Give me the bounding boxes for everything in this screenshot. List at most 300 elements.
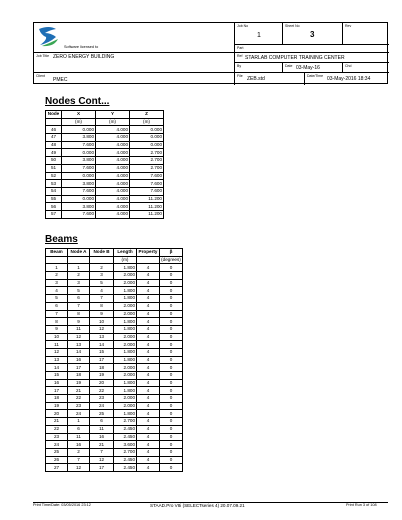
- nodes-cell: 2.700: [130, 164, 164, 172]
- part-label: Part: [237, 46, 244, 50]
- beams-cell: 19: [68, 379, 90, 387]
- beams-cell: 19: [90, 372, 114, 380]
- beams-unit-cell: [137, 256, 160, 264]
- nodes-unit-cell: (m): [130, 118, 164, 126]
- beams-unit-cell: (degrees): [161, 257, 181, 263]
- nodes-cell: 4.000: [96, 203, 130, 211]
- nodes-cell: 7.600: [62, 164, 96, 172]
- table-row: [46, 402, 183, 410]
- beams-cell: 12: [46, 348, 68, 356]
- date-value: 03-May-16: [296, 65, 320, 71]
- job-no-cell: [235, 23, 283, 45]
- beams-cell: 4: [137, 302, 160, 310]
- nodes-cell: 49: [46, 149, 62, 157]
- beams-cell: 1: [68, 418, 90, 426]
- beams-col-header: β: [160, 249, 183, 257]
- nodes-cell: 4.000: [96, 195, 130, 203]
- beams-cell: 2.000: [114, 279, 137, 287]
- beams-cell: 0: [160, 433, 183, 441]
- beams-cell: 3: [68, 279, 90, 287]
- beams-cell: 8: [68, 310, 90, 318]
- nodes-cell: 4.000: [96, 126, 130, 134]
- beams-cell: 17: [46, 387, 68, 395]
- chd-label: Chd: [345, 64, 352, 68]
- beams-cell: 24: [68, 410, 90, 418]
- nodes-unit-cell: [46, 118, 62, 126]
- beams-cell: 4: [137, 448, 160, 456]
- nodes-col-header: X: [62, 111, 96, 119]
- beams-cell: 4: [137, 318, 160, 326]
- client-cell: [34, 73, 235, 85]
- beams-cell: 1: [46, 264, 68, 272]
- nodes-cell: 3.800: [62, 180, 96, 188]
- table-row: [46, 333, 183, 341]
- beams-cell: 12: [68, 333, 90, 341]
- nodes-cell: 2.700: [130, 149, 164, 157]
- beams-cell: 10: [46, 333, 68, 341]
- beams-cell: 17: [68, 364, 90, 372]
- beams-cell: 2.000: [114, 272, 137, 280]
- ref-value: STARLAB COMPUTER TRAINING CENTER: [245, 55, 345, 61]
- table-row: [46, 149, 164, 157]
- beams-cell: 4: [137, 441, 160, 449]
- nodes-cell: 3.800: [62, 134, 96, 142]
- beams-cell: 2.000: [114, 402, 137, 410]
- beams-cell: 0: [160, 295, 183, 303]
- beams-cell: 2.000: [114, 372, 137, 380]
- table-row: [46, 387, 183, 395]
- table-row: [46, 287, 183, 295]
- table-row: [46, 164, 164, 172]
- beams-cell: 0: [160, 356, 183, 364]
- nodes-cell: 0.000: [130, 126, 164, 134]
- nodes-cell: 57: [46, 210, 62, 218]
- beams-cell: 7: [90, 448, 114, 456]
- rev-cell: [343, 23, 389, 45]
- table-row: [46, 348, 183, 356]
- client-label: Client: [36, 74, 45, 78]
- beams-cell: 4: [137, 295, 160, 303]
- nodes-col-header: Node: [46, 111, 62, 119]
- file-value: ZEB.std: [247, 76, 265, 82]
- beams-cell: 25: [46, 448, 68, 456]
- table-row: [46, 379, 183, 387]
- beams-cell: 1.800: [114, 295, 137, 303]
- beams-cell: 13: [90, 333, 114, 341]
- beams-cell: 15: [46, 372, 68, 380]
- beams-cell: 11: [46, 341, 68, 349]
- beams-cell: 18: [90, 364, 114, 372]
- beams-cell: 4: [137, 325, 160, 333]
- beams-cell: 4: [137, 433, 160, 441]
- beams-cell: 17: [90, 464, 114, 472]
- table-row: [46, 418, 183, 426]
- nodes-cell: 7.600: [130, 187, 164, 195]
- beams-cell: 0: [160, 302, 183, 310]
- beams-cell: 14: [68, 348, 90, 356]
- beams-cell: 0: [160, 425, 183, 433]
- beams-cell: 1.800: [114, 387, 137, 395]
- beams-cell: 4: [137, 464, 160, 472]
- beams-cell: 4: [46, 287, 68, 295]
- nodes-unit-cell: (m): [62, 118, 96, 126]
- beams-unit-cell: [68, 256, 90, 264]
- nodes-cell: 11.200: [130, 195, 164, 203]
- beams-cell: 0: [160, 318, 183, 326]
- beams-cell: 3.600: [114, 441, 137, 449]
- beams-cell: 2.450: [114, 464, 137, 472]
- beams-cell: 3: [90, 272, 114, 280]
- ref-cell: [235, 53, 389, 63]
- title-block: [33, 22, 388, 84]
- beams-cell: 12: [68, 464, 90, 472]
- nodes-cell: 54: [46, 187, 62, 195]
- logo-cell: [34, 23, 235, 53]
- beams-cell: 0: [160, 364, 183, 372]
- nodes-cell: 0.000: [130, 134, 164, 142]
- beams-cell: 4: [137, 348, 160, 356]
- beams-cell: 22: [46, 425, 68, 433]
- beams-cell: 4: [137, 402, 160, 410]
- nodes-cell: 0.000: [62, 126, 96, 134]
- table-row: [46, 464, 183, 472]
- nodes-cell: 7.600: [62, 187, 96, 195]
- sheet-no-cell: [283, 23, 343, 45]
- nodes-cell: 4.000: [96, 210, 130, 218]
- beams-col-header: Property: [137, 249, 160, 257]
- date-label: Date: [285, 64, 293, 68]
- table-row: [46, 310, 183, 318]
- beams-cell: 20: [46, 410, 68, 418]
- client-value: PMEC: [53, 77, 68, 83]
- beams-cell: 5: [46, 295, 68, 303]
- beams-cell: 0: [160, 333, 183, 341]
- table-row: [46, 157, 164, 165]
- beams-cell: 4: [137, 418, 160, 426]
- table-row: [46, 187, 164, 195]
- beams-cell: 14: [46, 364, 68, 372]
- table-row: [46, 210, 164, 218]
- nodes-section-title: Nodes Cont...: [45, 96, 110, 107]
- beams-cell: 4: [137, 333, 160, 341]
- table-row: [46, 264, 183, 272]
- by-cell: [235, 63, 283, 73]
- beams-cell: 26: [46, 456, 68, 464]
- table-row: [46, 456, 183, 464]
- table-row: [46, 341, 183, 349]
- beams-cell: 11: [68, 325, 90, 333]
- beams-cell: 23: [68, 402, 90, 410]
- beams-col-header: Node A: [68, 249, 90, 257]
- beams-cell: 0: [160, 341, 183, 349]
- beams-cell: 0: [160, 402, 183, 410]
- beams-cell: 7: [68, 456, 90, 464]
- beams-cell: 2.700: [114, 448, 137, 456]
- nodes-cell: 7.600: [62, 141, 96, 149]
- beams-cell: 12: [90, 456, 114, 464]
- nodes-cell: 3.800: [62, 203, 96, 211]
- beams-cell: 21: [46, 418, 68, 426]
- beams-cell: 4: [137, 456, 160, 464]
- beams-cell: 2: [68, 448, 90, 456]
- nodes-cell: 53: [46, 180, 62, 188]
- beams-cell: 16: [68, 441, 90, 449]
- beams-cell: 0: [160, 448, 183, 456]
- table-row: [46, 272, 183, 280]
- sheet-no-value: 3: [310, 30, 315, 39]
- beams-cell: 4: [137, 272, 160, 280]
- beams-cell: 1.800: [114, 379, 137, 387]
- beams-cell: 0: [160, 264, 183, 272]
- beams-cell: 1.800: [114, 318, 137, 326]
- staad-logo: [36, 25, 62, 49]
- nodes-col-header: Y: [96, 111, 130, 119]
- beams-cell: 11: [90, 425, 114, 433]
- beams-cell: 2.000: [114, 364, 137, 372]
- beams-cell: 18: [68, 372, 90, 380]
- nodes-unit-cell: (m): [96, 118, 130, 126]
- table-row: [46, 141, 164, 149]
- nodes-table-body: [46, 118, 164, 218]
- file-cell: [235, 73, 305, 85]
- nodes-cell: 4.000: [96, 134, 130, 142]
- beams-cell: 4: [137, 395, 160, 403]
- nodes-cell: 47: [46, 134, 62, 142]
- beams-cell: 0: [160, 372, 183, 380]
- beams-cell: 0: [160, 348, 183, 356]
- beams-cell: 0: [160, 310, 183, 318]
- beams-cell: 9: [46, 325, 68, 333]
- nodes-cell: 56: [46, 203, 62, 211]
- nodes-table: [45, 110, 164, 219]
- beams-cell: 22: [68, 395, 90, 403]
- beams-cell: 25: [90, 410, 114, 418]
- nodes-cell: 4.000: [96, 141, 130, 149]
- beams-cell: 1.800: [114, 287, 137, 295]
- file-label: File: [237, 74, 243, 78]
- beams-cell: 2: [68, 272, 90, 280]
- nodes-cell: 7.600: [62, 210, 96, 218]
- beams-cell: 19: [46, 402, 68, 410]
- part-cell: [235, 45, 389, 53]
- beams-cell: 23: [90, 395, 114, 403]
- table-row: [46, 433, 183, 441]
- beams-cell: 0: [160, 379, 183, 387]
- beams-cell: 2.000: [114, 310, 137, 318]
- datetime-cell: [305, 73, 389, 85]
- beams-cell: 12: [90, 325, 114, 333]
- beams-col-header: Beam: [46, 249, 68, 257]
- beams-cell: 4: [137, 425, 160, 433]
- beams-cell: 4: [137, 364, 160, 372]
- nodes-cell: 3.800: [62, 157, 96, 165]
- job-no-value: 1: [257, 32, 261, 39]
- beams-cell: 6: [68, 295, 90, 303]
- nodes-cell: 52: [46, 172, 62, 180]
- beams-cell: 2.450: [114, 425, 137, 433]
- software-license-note: Software licensed to: [64, 45, 99, 49]
- footer-print-time: Print Time/Date: 03/05/2016 23:12: [33, 503, 91, 507]
- nodes-cell: 4.000: [96, 172, 130, 180]
- beams-cell: 0: [160, 410, 183, 418]
- beams-cell: 24: [46, 441, 68, 449]
- nodes-cell: 46: [46, 126, 62, 134]
- beams-unit-cell: [46, 256, 68, 264]
- beams-cell: 1.800: [114, 410, 137, 418]
- beams-cell: 4: [137, 379, 160, 387]
- beams-cell: 4: [137, 264, 160, 272]
- nodes-cell: 4.000: [96, 164, 130, 172]
- beams-cell: 15: [90, 348, 114, 356]
- beams-cell: 16: [90, 433, 114, 441]
- beams-cell: 0: [160, 279, 183, 287]
- table-row: [46, 425, 183, 433]
- by-label: By: [237, 64, 242, 68]
- nodes-cell: 4.000: [96, 187, 130, 195]
- beams-cell: 23: [46, 433, 68, 441]
- beams-cell: 6: [90, 418, 114, 426]
- beams-cell: 0: [160, 456, 183, 464]
- date-cell: [283, 63, 343, 73]
- beams-cell: 1.800: [114, 356, 137, 364]
- beams-cell: 5: [68, 287, 90, 295]
- ref-label: Ref: [237, 54, 243, 58]
- beams-cell: 2.000: [114, 395, 137, 403]
- beams-cell: 8: [90, 302, 114, 310]
- beams-cell: 8: [46, 318, 68, 326]
- beams-table: [45, 248, 183, 472]
- nodes-cell: 0.000: [62, 195, 96, 203]
- nodes-cell: 7.600: [130, 172, 164, 180]
- table-row: [46, 195, 164, 203]
- beams-col-header: Length: [114, 249, 137, 257]
- beams-cell: 3: [46, 279, 68, 287]
- footer-program: STAAD.Pro V8i (SELECTseries 4) 20.07.09.21: [150, 503, 245, 508]
- table-row: [46, 372, 183, 380]
- beams-cell: 4: [137, 279, 160, 287]
- beams-cell: 1: [68, 264, 90, 272]
- table-row: [46, 448, 183, 456]
- footer-print-run: Print Run 3 of 108: [346, 503, 377, 507]
- nodes-cell: 51: [46, 164, 62, 172]
- beams-cell: 4: [137, 310, 160, 318]
- table-row: [46, 203, 164, 211]
- table-row: [46, 318, 183, 326]
- datetime-label: Date/Time: [307, 74, 324, 78]
- table-row: [46, 410, 183, 418]
- beams-cell: 0: [160, 464, 183, 472]
- beams-cell: 27: [46, 464, 68, 472]
- beams-cell: 13: [68, 341, 90, 349]
- beams-section-title: Beams: [45, 234, 78, 245]
- job-title-value: ZERO ENERGY BUILDING: [53, 54, 115, 60]
- beams-cell: 16: [46, 379, 68, 387]
- nodes-cell: 11.200: [130, 210, 164, 218]
- job-title-cell: [34, 53, 235, 73]
- beams-table-body: [46, 256, 183, 471]
- datetime-value: 03-May-2016 18:34: [327, 76, 371, 82]
- nodes-cell: 0.000: [62, 172, 96, 180]
- beams-cell: 0: [160, 325, 183, 333]
- table-row: [46, 325, 183, 333]
- beams-cell: 20: [90, 379, 114, 387]
- beams-cell: 18: [46, 395, 68, 403]
- beams-cell: 0: [160, 272, 183, 280]
- beams-cell: 0: [160, 287, 183, 295]
- chd-cell: [343, 63, 389, 73]
- table-row: [46, 134, 164, 142]
- beams-cell: 2.450: [114, 433, 137, 441]
- beams-cell: 4: [137, 287, 160, 295]
- beams-cell: 24: [90, 402, 114, 410]
- nodes-cell: 11.200: [130, 203, 164, 211]
- beams-cell: 2.700: [114, 418, 137, 426]
- table-row: [46, 356, 183, 364]
- beams-col-header: Node B: [90, 249, 114, 257]
- nodes-cell: 48: [46, 141, 62, 149]
- beams-cell: 6: [68, 425, 90, 433]
- beams-cell: 1.800: [114, 325, 137, 333]
- nodes-cell: 4.000: [96, 180, 130, 188]
- beams-cell: 16: [68, 356, 90, 364]
- beams-cell: 13: [46, 356, 68, 364]
- beams-cell: 9: [68, 318, 90, 326]
- beams-unit-cell: (m): [114, 256, 137, 264]
- beams-cell: 5: [90, 279, 114, 287]
- beams-cell: 0: [160, 441, 183, 449]
- beams-cell: 4: [137, 341, 160, 349]
- nodes-cell: 50: [46, 157, 62, 165]
- beams-cell: 22: [90, 387, 114, 395]
- nodes-cell: 4.000: [96, 157, 130, 165]
- table-row: [46, 295, 183, 303]
- job-no-label: Job No: [237, 24, 249, 28]
- beams-cell: 14: [90, 341, 114, 349]
- beams-cell: 2: [90, 264, 114, 272]
- beams-cell: 1.800: [114, 264, 137, 272]
- beams-cell: 1.800: [114, 348, 137, 356]
- sheet-no-label: Sheet No: [285, 24, 300, 28]
- table-row: [46, 180, 164, 188]
- beams-cell: 2.000: [114, 341, 137, 349]
- nodes-col-header: Z: [130, 111, 164, 119]
- beams-cell: 10: [90, 318, 114, 326]
- beams-cell: 17: [90, 356, 114, 364]
- rev-label: Rev: [345, 24, 352, 28]
- beams-cell: 7: [68, 302, 90, 310]
- beams-cell: 4: [137, 356, 160, 364]
- nodes-header-row: [46, 111, 164, 119]
- beams-header-row: [46, 249, 183, 257]
- table-row: [46, 395, 183, 403]
- beams-cell: 4: [137, 387, 160, 395]
- table-row: [46, 364, 183, 372]
- beams-cell: 0: [160, 395, 183, 403]
- nodes-cell: 2.700: [130, 157, 164, 165]
- beams-cell: 21: [90, 441, 114, 449]
- table-row: [46, 279, 183, 287]
- beams-cell: 4: [90, 287, 114, 295]
- beams-cell: 0: [160, 387, 183, 395]
- beams-cell: 2.000: [114, 302, 137, 310]
- nodes-cell: 0.000: [130, 141, 164, 149]
- beams-cell: 21: [68, 387, 90, 395]
- job-title-label: Job Title: [36, 54, 50, 58]
- table-row: [46, 172, 164, 180]
- nodes-cell: 7.600: [130, 180, 164, 188]
- nodes-cell: 4.000: [96, 149, 130, 157]
- beams-cell: 2.450: [114, 456, 137, 464]
